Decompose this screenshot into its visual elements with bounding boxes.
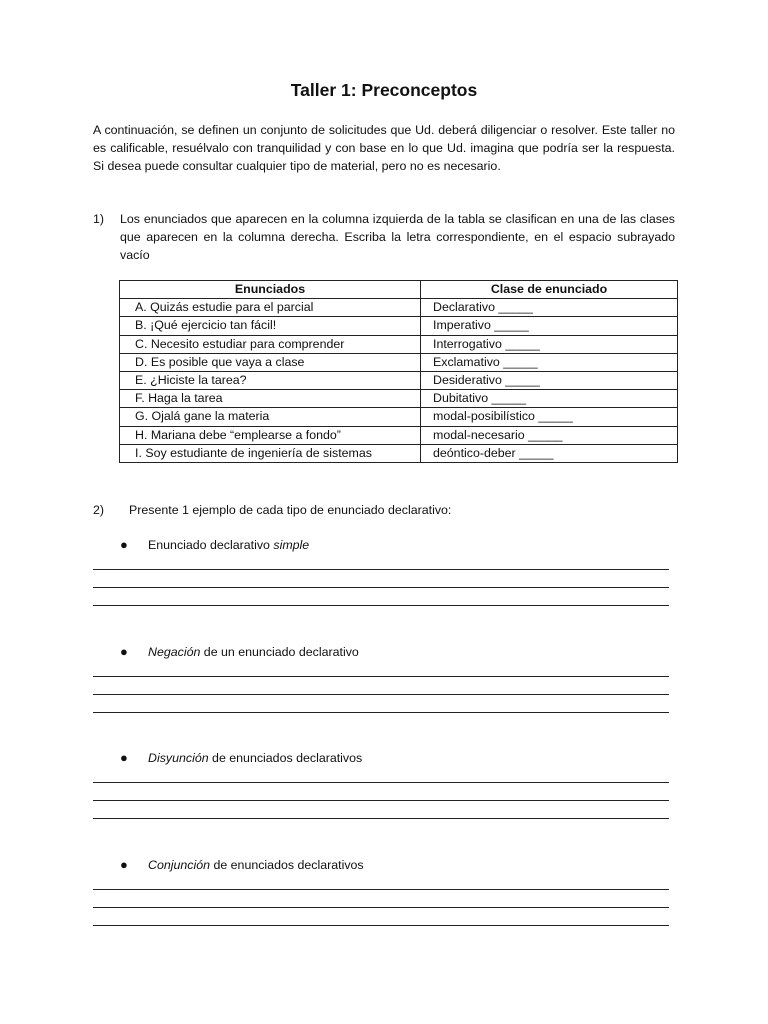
page-title: Taller 1: Preconceptos — [290, 80, 478, 100]
question-2-number: 2) — [93, 503, 105, 517]
intro-paragraph: A continuación, se definen un conjunto de solicitudes que Ud. deberá diligenciar o resolver. Este taller no es calificable, resuélvalo con tranquilidad y con base en lo que Ud. imagina que podría ser la respuesta. Si desea puede consultar cualquier tipo de material, pero no es necesario. — [93, 123, 675, 173]
class-cell: Desiderativo _____ — [421, 371, 678, 389]
question-1-text: Los enunciados que aparecen en la columna izquierda de la tabla se clasifican en una de las clases que aparecen en la columna derecha. Escriba la letra correspondiente, en el espacio subrayado vacío — [120, 212, 675, 262]
table-row — [120, 408, 678, 426]
bullet-label: Disyunción de enunciados declarativos — [148, 751, 363, 765]
table-row — [120, 371, 678, 389]
class-cell: deóntico-deber _____ — [421, 444, 678, 462]
table-row — [120, 390, 678, 408]
bullet-icon: ● — [120, 750, 128, 765]
statement-cell: H. Mariana debe “emplearse a fondo” — [120, 426, 421, 444]
bullet-label: Conjunción de enunciados declarativos — [148, 858, 364, 872]
statement-cell: I. Soy estudiante de ingeniería de sistemas — [120, 444, 421, 462]
bullet-disyuncion — [93, 749, 675, 767]
class-cell: Dubitativo _____ — [421, 390, 678, 408]
answer-line[interactable] — [93, 782, 669, 783]
classification-table — [119, 280, 678, 463]
table-row — [120, 335, 678, 353]
header-enunciados: Enunciados — [120, 281, 421, 299]
bullet-negacion — [93, 643, 675, 661]
table-header-row — [120, 281, 678, 299]
question-2-text: Presente 1 ejemplo de cada tipo de enunciado declarativo: — [129, 503, 452, 517]
table-row — [120, 353, 678, 371]
statement-cell: D. Es posible que vaya a clase — [120, 353, 421, 371]
table-row — [120, 444, 678, 462]
bullet-simple — [93, 536, 675, 554]
class-cell: modal-posibilístico _____ — [421, 408, 678, 426]
table-row — [120, 426, 678, 444]
answer-line[interactable] — [93, 907, 669, 908]
answer-line[interactable] — [93, 818, 669, 819]
answer-line[interactable] — [93, 587, 669, 588]
question-1-number: 1) — [93, 212, 105, 226]
class-cell: Declarativo _____ — [421, 299, 678, 317]
statement-cell: E. ¿Hiciste la tarea? — [120, 371, 421, 389]
bullet-label: Enunciado declarativo simple — [148, 538, 310, 552]
answer-line[interactable] — [93, 800, 669, 801]
bullet-icon: ● — [120, 857, 128, 872]
answer-line[interactable] — [93, 694, 669, 695]
header-clase: Clase de enunciado — [421, 281, 678, 299]
class-cell: Imperativo _____ — [421, 317, 678, 335]
bullet-conjuncion — [93, 856, 675, 874]
answer-line[interactable] — [93, 676, 669, 677]
statement-cell: A. Quizás estudie para el parcial — [120, 299, 421, 317]
answer-line[interactable] — [93, 605, 669, 606]
statement-cell: F. Haga la tarea — [120, 390, 421, 408]
bullet-icon: ● — [120, 644, 128, 659]
class-cell: Interrogativo _____ — [421, 335, 678, 353]
statement-cell: C. Necesito estudiar para comprender — [120, 335, 421, 353]
statement-cell: G. Ojalá gane la materia — [120, 408, 421, 426]
answer-line[interactable] — [93, 889, 669, 890]
statement-cell: B. ¡Qué ejercicio tan fácil! — [120, 317, 421, 335]
bullet-icon: ● — [120, 537, 128, 552]
table-row — [120, 299, 678, 317]
answer-line[interactable] — [93, 925, 669, 926]
class-cell: modal-necesario _____ — [421, 426, 678, 444]
table-row — [120, 317, 678, 335]
class-cell: Exclamativo _____ — [421, 353, 678, 371]
question-1 — [93, 210, 675, 264]
answer-line[interactable] — [93, 569, 669, 570]
bullet-label: Negación de un enunciado declarativo — [148, 645, 359, 659]
answer-line[interactable] — [93, 712, 669, 713]
